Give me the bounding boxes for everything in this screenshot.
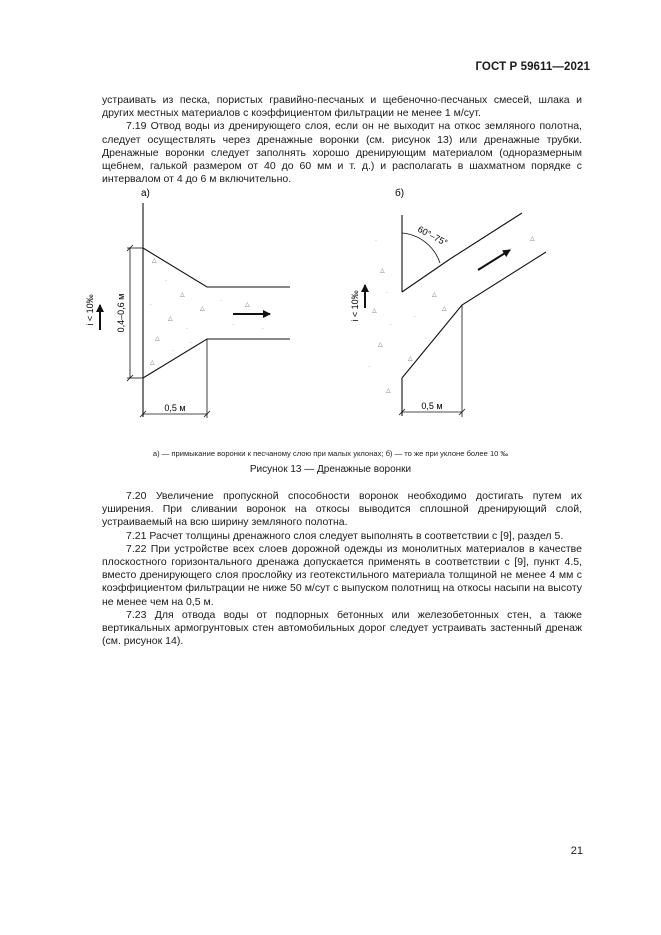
paragraph-7-19: 7.19 Отвод воды из дренирующего слоя, если он не выходит на откос земляного полотна, следует осуществлять через дренажные воронки (см. рисунок 13) или дренажные трубки. Дренажные воронки следует заполнять хорошо дренирующим материалом (одноразмерным щебнем, галькой размером от 40 до 60 мм и т. д.) и располагать в шахматном порядке с интервалом от 4 до 6 м включительно. bbox=[102, 120, 582, 186]
svg-text:△: △ bbox=[180, 292, 185, 298]
document-header: ГОСТ Р 59611—2021 bbox=[475, 61, 590, 73]
svg-text:△: △ bbox=[155, 336, 160, 342]
paragraph-7-23: 7.23 Для отвода воды от подпорных бетонных или железобетонных стен, а также вертикальных армогрунтовых стен автомобильных дорог следует устраивать застенный дренаж (см. рисунок 14). bbox=[102, 608, 582, 648]
page-number: 21 bbox=[570, 845, 583, 857]
svg-text:△: △ bbox=[152, 258, 157, 264]
svg-text:△: △ bbox=[378, 342, 383, 348]
paragraph-7-21: 7.21 Расчет толщины дренажного слоя следует выполнять в соответствии с [9], раздел 5. bbox=[126, 529, 564, 542]
svg-text:·: · bbox=[368, 364, 370, 370]
figure-13-drawing bbox=[0, 0, 661, 445]
svg-text:·: · bbox=[262, 326, 264, 332]
svg-text:·: · bbox=[186, 326, 188, 332]
svg-text:·: · bbox=[165, 278, 167, 284]
text-block-bottom bbox=[102, 490, 582, 648]
svg-text:·: · bbox=[510, 246, 512, 252]
paragraph-7-20: 7.20 Увеличение пропускной способности воронок необходимо достигать путем их уширения. При сливании воронок на откосы выводится сплошной дренирующий слой, устраиваемый на всю ширину земляного полотна. bbox=[102, 490, 582, 529]
panel-b bbox=[350, 187, 546, 417]
figure-caption: Рисунок 13 — Дренажные воронки bbox=[249, 464, 412, 475]
svg-text:△: △ bbox=[168, 316, 173, 322]
gravel-fill-b bbox=[368, 236, 535, 394]
flow-arrow-b bbox=[478, 250, 510, 270]
svg-text:△: △ bbox=[200, 306, 205, 312]
angle-label: 60°–75° bbox=[416, 223, 450, 248]
svg-text:·: · bbox=[386, 290, 388, 296]
svg-text:△: △ bbox=[442, 306, 447, 312]
svg-text:△: △ bbox=[245, 302, 250, 308]
channel-top-b bbox=[450, 213, 522, 259]
width-label-b: 0,5 м bbox=[421, 401, 443, 411]
panel-b-label: б) bbox=[395, 188, 405, 199]
svg-text:△: △ bbox=[372, 308, 377, 314]
svg-text:△: △ bbox=[150, 360, 155, 366]
svg-text:·: · bbox=[150, 302, 152, 308]
funnel-bottom-a bbox=[143, 339, 290, 378]
svg-text:·: · bbox=[500, 272, 502, 278]
svg-text:·: · bbox=[414, 314, 416, 320]
svg-text:△: △ bbox=[530, 236, 535, 242]
panel-a-label: а) bbox=[141, 188, 150, 199]
svg-text:△: △ bbox=[380, 268, 385, 274]
svg-text:·: · bbox=[375, 238, 377, 244]
svg-text:△: △ bbox=[386, 388, 391, 394]
slope-label-b: i < 10‰ bbox=[350, 290, 360, 322]
slope-label-a: i < 10‰ bbox=[85, 294, 95, 326]
channel-bottom-b bbox=[402, 252, 546, 378]
svg-text:·: · bbox=[390, 322, 392, 328]
svg-text:·: · bbox=[232, 322, 234, 328]
svg-text:·: · bbox=[425, 336, 427, 342]
svg-text:·: · bbox=[172, 348, 174, 354]
svg-text:△: △ bbox=[408, 356, 413, 362]
funnel-inner-top-b bbox=[402, 259, 450, 292]
paragraph-7-22: 7.22 При устройстве всех слоев дорожной одежды из монолитных материалов в качестве плоскостного горизонтального дренажа допускается применять в соответствии с [9], пункт 4.5, вместо дренирующего слоя прослойку из геотекстильного материала толщиной не менее 4 мм с коэффициентом фильтрации не ниже 50 м/сут с выпуском полотнищ на откосы насыпи на высоту не менее чем на 0,5 м. bbox=[102, 542, 582, 608]
figure-subcaption: а) — примыкание воронки к песчаному слою при малых уклонах; б) — то же при уклоне более 10 ‰ bbox=[152, 449, 509, 458]
svg-text:·: · bbox=[190, 340, 192, 346]
height-label: 0,4–0,6 м bbox=[116, 293, 126, 333]
svg-text:·: · bbox=[220, 298, 222, 304]
width-label-a: 0,5 м bbox=[164, 403, 186, 413]
paragraph-continuation: устраивать из песка, пористых гравийно-песчаных и щебеночно-песчаных смесей, шлака и других местных материалов с коэффициентом фильтрации не менее 1 м/сут. bbox=[102, 94, 582, 120]
panel-a bbox=[85, 188, 290, 418]
svg-text:·: · bbox=[420, 284, 422, 290]
svg-text:△: △ bbox=[432, 292, 437, 298]
